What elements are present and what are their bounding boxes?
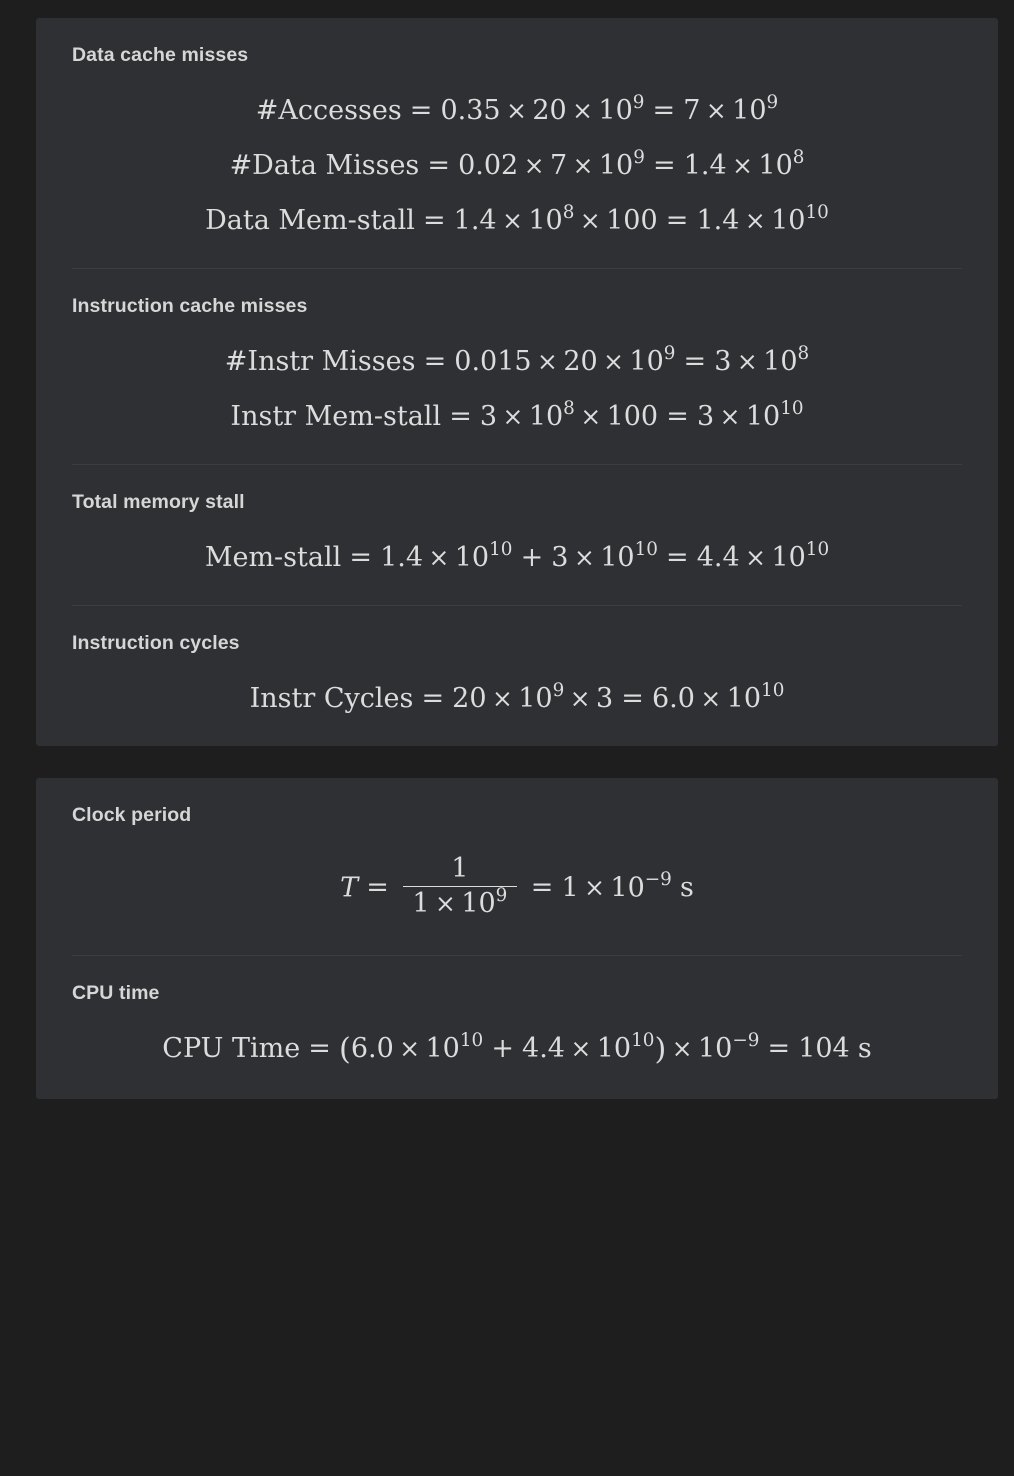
equation-cpu-time xyxy=(72,1009,962,1099)
eq3-factor-b: 100 xyxy=(606,205,658,236)
equals-sign: = xyxy=(666,542,689,573)
equation-lhs: Data Mem-stall xyxy=(205,205,415,236)
equation-data-misses xyxy=(72,132,962,187)
eq7-base1: 10 xyxy=(518,683,553,714)
eq2-result: 1.4 xyxy=(683,150,727,181)
eq6-base3: 10 xyxy=(771,542,806,573)
eq2-factor-a: 0.02 xyxy=(458,150,519,181)
eq5-factor-a: 3 xyxy=(479,401,498,432)
equation-mem-stall-total xyxy=(72,518,962,605)
eq7-factor-a: 20 xyxy=(452,683,487,714)
left-paren: ( xyxy=(339,1031,351,1067)
equals-sign: = xyxy=(427,150,451,181)
eq4-exp1: 9 xyxy=(663,342,676,364)
section-title: Clock period xyxy=(72,804,192,826)
eq7-exp1: 9 xyxy=(552,679,565,701)
eq9-exp1: 10 xyxy=(459,1029,484,1051)
eq6-term-a: 1.4 xyxy=(380,542,424,573)
unit-seconds: s xyxy=(679,872,694,904)
section-title: Total memory stall xyxy=(72,491,245,513)
eq4-base1: 10 xyxy=(629,346,664,377)
equals-sign: = xyxy=(449,401,472,432)
equation-accesses xyxy=(72,71,962,132)
section-instruction-cache-misses xyxy=(36,269,998,464)
eq9-result: 104 xyxy=(798,1033,850,1065)
eq5-base1: 10 xyxy=(528,401,564,432)
eq3-base2: 10 xyxy=(771,205,806,236)
eq9-base1: 10 xyxy=(425,1033,460,1065)
equals-sign: = xyxy=(767,1033,791,1065)
equation-lhs: T xyxy=(340,872,359,904)
eq3-factor-a: 1.4 xyxy=(453,205,497,236)
equals-sign: = xyxy=(683,346,707,377)
eq9-exp3: −9 xyxy=(732,1029,760,1051)
equals-sign: = xyxy=(421,683,445,714)
eq5-exp2: 10 xyxy=(780,397,804,419)
eq4-factor-a: 0.015 xyxy=(454,346,532,377)
eq4-base2: 10 xyxy=(763,346,798,377)
eq8-base2: 10 xyxy=(610,872,645,904)
equals-sign: = xyxy=(665,205,689,236)
eq6-term-b: 3 xyxy=(551,542,569,573)
eq6-base1: 10 xyxy=(454,542,490,573)
den-base: 10 xyxy=(461,888,496,920)
eq7-base2: 10 xyxy=(726,683,762,714)
equation-lhs: CPU Time xyxy=(162,1033,301,1065)
section-data-cache-misses xyxy=(36,18,998,268)
times-sign: × xyxy=(700,684,722,713)
times-sign: × xyxy=(435,889,456,919)
card-timing-results xyxy=(36,778,998,1099)
equals-sign: = xyxy=(366,872,389,904)
eq5-exp1: 8 xyxy=(563,397,575,419)
times-sign: × xyxy=(580,402,602,431)
eq4-factor-b: 20 xyxy=(563,346,598,377)
eq1-exp1: 9 xyxy=(632,91,645,113)
times-sign: × xyxy=(537,347,558,376)
times-sign: × xyxy=(399,1034,421,1064)
section-title: CPU time xyxy=(72,981,160,1004)
card-memory-analysis xyxy=(36,18,998,746)
section-clock-period xyxy=(36,778,998,955)
eq7-factor-b: 3 xyxy=(596,683,614,714)
eq5-factor-b: 100 xyxy=(606,401,659,432)
eq6-exp1: 10 xyxy=(489,538,513,560)
times-sign: × xyxy=(584,873,605,903)
eq8-exp2: −9 xyxy=(644,869,672,891)
equals-sign: = xyxy=(308,1033,331,1065)
equation-lhs: #Instr Misses xyxy=(224,346,416,377)
equation-instr-misses xyxy=(72,322,962,383)
eq1-base2: 10 xyxy=(732,95,767,126)
equation-instr-mem-stall xyxy=(72,383,962,464)
equation-lhs: Instr Mem-stall xyxy=(230,401,442,432)
eq2-base2: 10 xyxy=(758,150,793,181)
times-sign: × xyxy=(572,151,594,180)
plus-sign: + xyxy=(491,1033,514,1065)
section-total-memory-stall xyxy=(36,465,998,605)
eq1-result: 7 xyxy=(683,95,701,126)
eq4-exp2: 8 xyxy=(797,342,810,364)
eq2-exp1: 9 xyxy=(633,146,645,168)
eq3-base1: 10 xyxy=(528,205,563,236)
right-paren: ) xyxy=(654,1031,667,1067)
eq9-term-a: 6.0 xyxy=(350,1033,394,1065)
times-sign: × xyxy=(732,151,753,180)
times-sign: × xyxy=(570,1034,592,1064)
den-exp: 9 xyxy=(495,885,508,907)
eq9-exp2: 10 xyxy=(631,1029,655,1051)
section-instruction-cycles xyxy=(36,606,998,746)
times-sign: × xyxy=(502,206,523,235)
eq5-result: 3 xyxy=(696,401,715,432)
times-sign: × xyxy=(569,684,591,713)
times-sign: × xyxy=(744,206,766,235)
equation-lhs: Instr Cycles xyxy=(249,683,414,714)
eq9-term-b: 4.4 xyxy=(522,1033,565,1065)
equals-sign: = xyxy=(653,150,676,181)
equals-sign: = xyxy=(349,542,372,573)
times-sign: × xyxy=(572,96,593,125)
times-sign: × xyxy=(579,206,601,235)
equation-lhs: #Data Misses xyxy=(229,150,420,181)
times-sign: × xyxy=(573,543,595,572)
equation-clock-period xyxy=(72,831,962,955)
equals-sign: = xyxy=(422,205,446,236)
times-sign: × xyxy=(506,96,527,125)
section-title: Instruction cache misses xyxy=(72,295,308,317)
fraction-numerator: 1 xyxy=(451,852,469,884)
equals-sign: = xyxy=(409,95,433,126)
eq8-result: 1 xyxy=(561,872,579,904)
times-sign: × xyxy=(719,402,741,431)
equation-lhs: Mem-stall xyxy=(204,542,342,573)
eq1-base1: 10 xyxy=(598,95,633,126)
eq2-exp2: 8 xyxy=(792,146,805,168)
equals-sign: = xyxy=(666,401,689,432)
eq7-exp2: 10 xyxy=(761,679,785,701)
times-sign: × xyxy=(523,151,545,180)
eq2-base1: 10 xyxy=(598,150,634,181)
eq4-result: 3 xyxy=(714,346,732,377)
eq5-base2: 10 xyxy=(745,401,781,432)
times-sign: × xyxy=(745,543,766,572)
eq6-exp2: 10 xyxy=(634,538,658,560)
equation-lhs: #Accesses xyxy=(255,95,402,126)
equation-data-mem-stall xyxy=(72,187,962,268)
eq1-factor-b: 20 xyxy=(532,95,567,126)
plus-sign: + xyxy=(520,542,544,573)
eq9-base3: 10 xyxy=(697,1033,733,1065)
section-title: Instruction cycles xyxy=(72,632,240,654)
eq2-factor-b: 7 xyxy=(549,150,568,181)
eq6-exp3: 10 xyxy=(805,538,830,560)
times-sign: × xyxy=(502,402,524,431)
eq1-exp2: 9 xyxy=(766,91,779,113)
times-sign: × xyxy=(603,347,624,376)
section-cpu-time xyxy=(36,956,998,1099)
unit-seconds: s xyxy=(857,1033,872,1065)
equals-sign: = xyxy=(652,95,676,126)
times-sign: × xyxy=(428,543,450,572)
times-sign: × xyxy=(671,1034,693,1064)
eq3-exp1: 8 xyxy=(562,201,575,223)
eq1-factor-a: 0.35 xyxy=(440,95,501,126)
section-title: Data cache misses xyxy=(72,44,249,66)
equation-instr-cycles xyxy=(72,659,962,746)
eq3-exp2: 10 xyxy=(805,201,829,223)
eq6-base2: 10 xyxy=(600,542,635,573)
eq3-result: 1.4 xyxy=(696,205,740,236)
times-sign: × xyxy=(705,96,727,125)
fraction-denominator xyxy=(403,887,517,918)
eq7-result: 6.0 xyxy=(652,683,695,714)
equals-sign: = xyxy=(423,346,447,377)
den-factor: 1 xyxy=(412,888,430,920)
equals-sign: = xyxy=(530,872,554,904)
eq6-result: 4.4 xyxy=(696,542,740,573)
times-sign: × xyxy=(736,347,758,376)
fraction xyxy=(403,852,517,920)
times-sign: × xyxy=(491,684,513,713)
equals-sign: = xyxy=(621,683,644,714)
eq9-base2: 10 xyxy=(596,1033,632,1065)
